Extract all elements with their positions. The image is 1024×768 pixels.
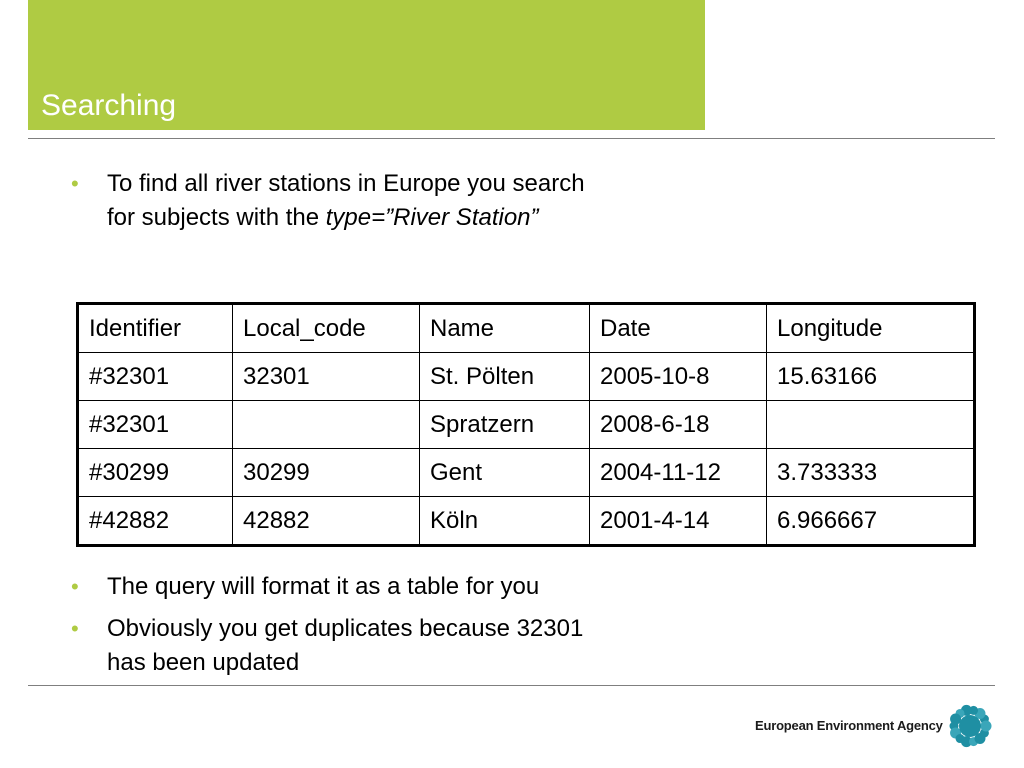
table-header-row [78, 304, 975, 353]
table-cell: 6.966667 [767, 497, 975, 546]
table-cell: 2004-11-12 [590, 449, 767, 497]
agency-name: European Environment Agency [755, 718, 943, 733]
bullet-search-instructions [71, 167, 707, 235]
table-cell: 32301 [233, 353, 420, 401]
bullet-text-line1: To find all river stations in Europe you search [107, 170, 585, 197]
table-row [78, 401, 975, 449]
table-cell: 30299 [233, 449, 420, 497]
table-row [78, 497, 975, 546]
logo-core [959, 715, 981, 737]
bullet-marker: • [71, 574, 79, 599]
logo-petal [981, 721, 992, 732]
table-cell: #42882 [78, 497, 233, 546]
table-cell: 2008-6-18 [590, 401, 767, 449]
table-cell: 15.63166 [767, 353, 975, 401]
table-cell: Köln [420, 497, 590, 546]
bullet-text-line1: Obviously you get duplicates because 32301 [107, 615, 584, 642]
table-header-cell: Date [590, 304, 767, 353]
table-cell: Spratzern [420, 401, 590, 449]
table-cell [767, 401, 975, 449]
table-cell: #30299 [78, 449, 233, 497]
table-row [78, 353, 975, 401]
bullet-duplicates [71, 612, 707, 680]
bottom-divider [28, 685, 995, 686]
table-cell: #32301 [78, 401, 233, 449]
bullet-query-format [71, 570, 707, 604]
table-cell: 3.733333 [767, 449, 975, 497]
bullet-marker: • [71, 616, 79, 641]
type-query-text: type=”River Station” [325, 204, 539, 231]
table-cell: 2001-4-14 [590, 497, 767, 546]
bullet-marker: • [71, 171, 79, 196]
bullet-text-line2: for subjects with the [107, 204, 326, 231]
table-header-cell: Identifier [78, 304, 233, 353]
table-header-cell: Name [420, 304, 590, 353]
slide-title: Searching [41, 89, 177, 122]
table-header-cell: Local_code [233, 304, 420, 353]
table-cell: #32301 [78, 353, 233, 401]
top-divider [28, 138, 995, 139]
table-row [78, 449, 975, 497]
bullet-text-line2: has been updated [107, 649, 300, 676]
eea-sunburst-logo-icon [944, 700, 996, 752]
stations-table [76, 302, 976, 547]
table-cell [233, 401, 420, 449]
table-cell: 42882 [233, 497, 420, 546]
table-cell: St. Pölten [420, 353, 590, 401]
table-cell: Gent [420, 449, 590, 497]
table-header-cell: Longitude [767, 304, 975, 353]
table-cell: 2005-10-8 [590, 353, 767, 401]
bullet-text: The query will format it as a table for you [107, 573, 540, 600]
